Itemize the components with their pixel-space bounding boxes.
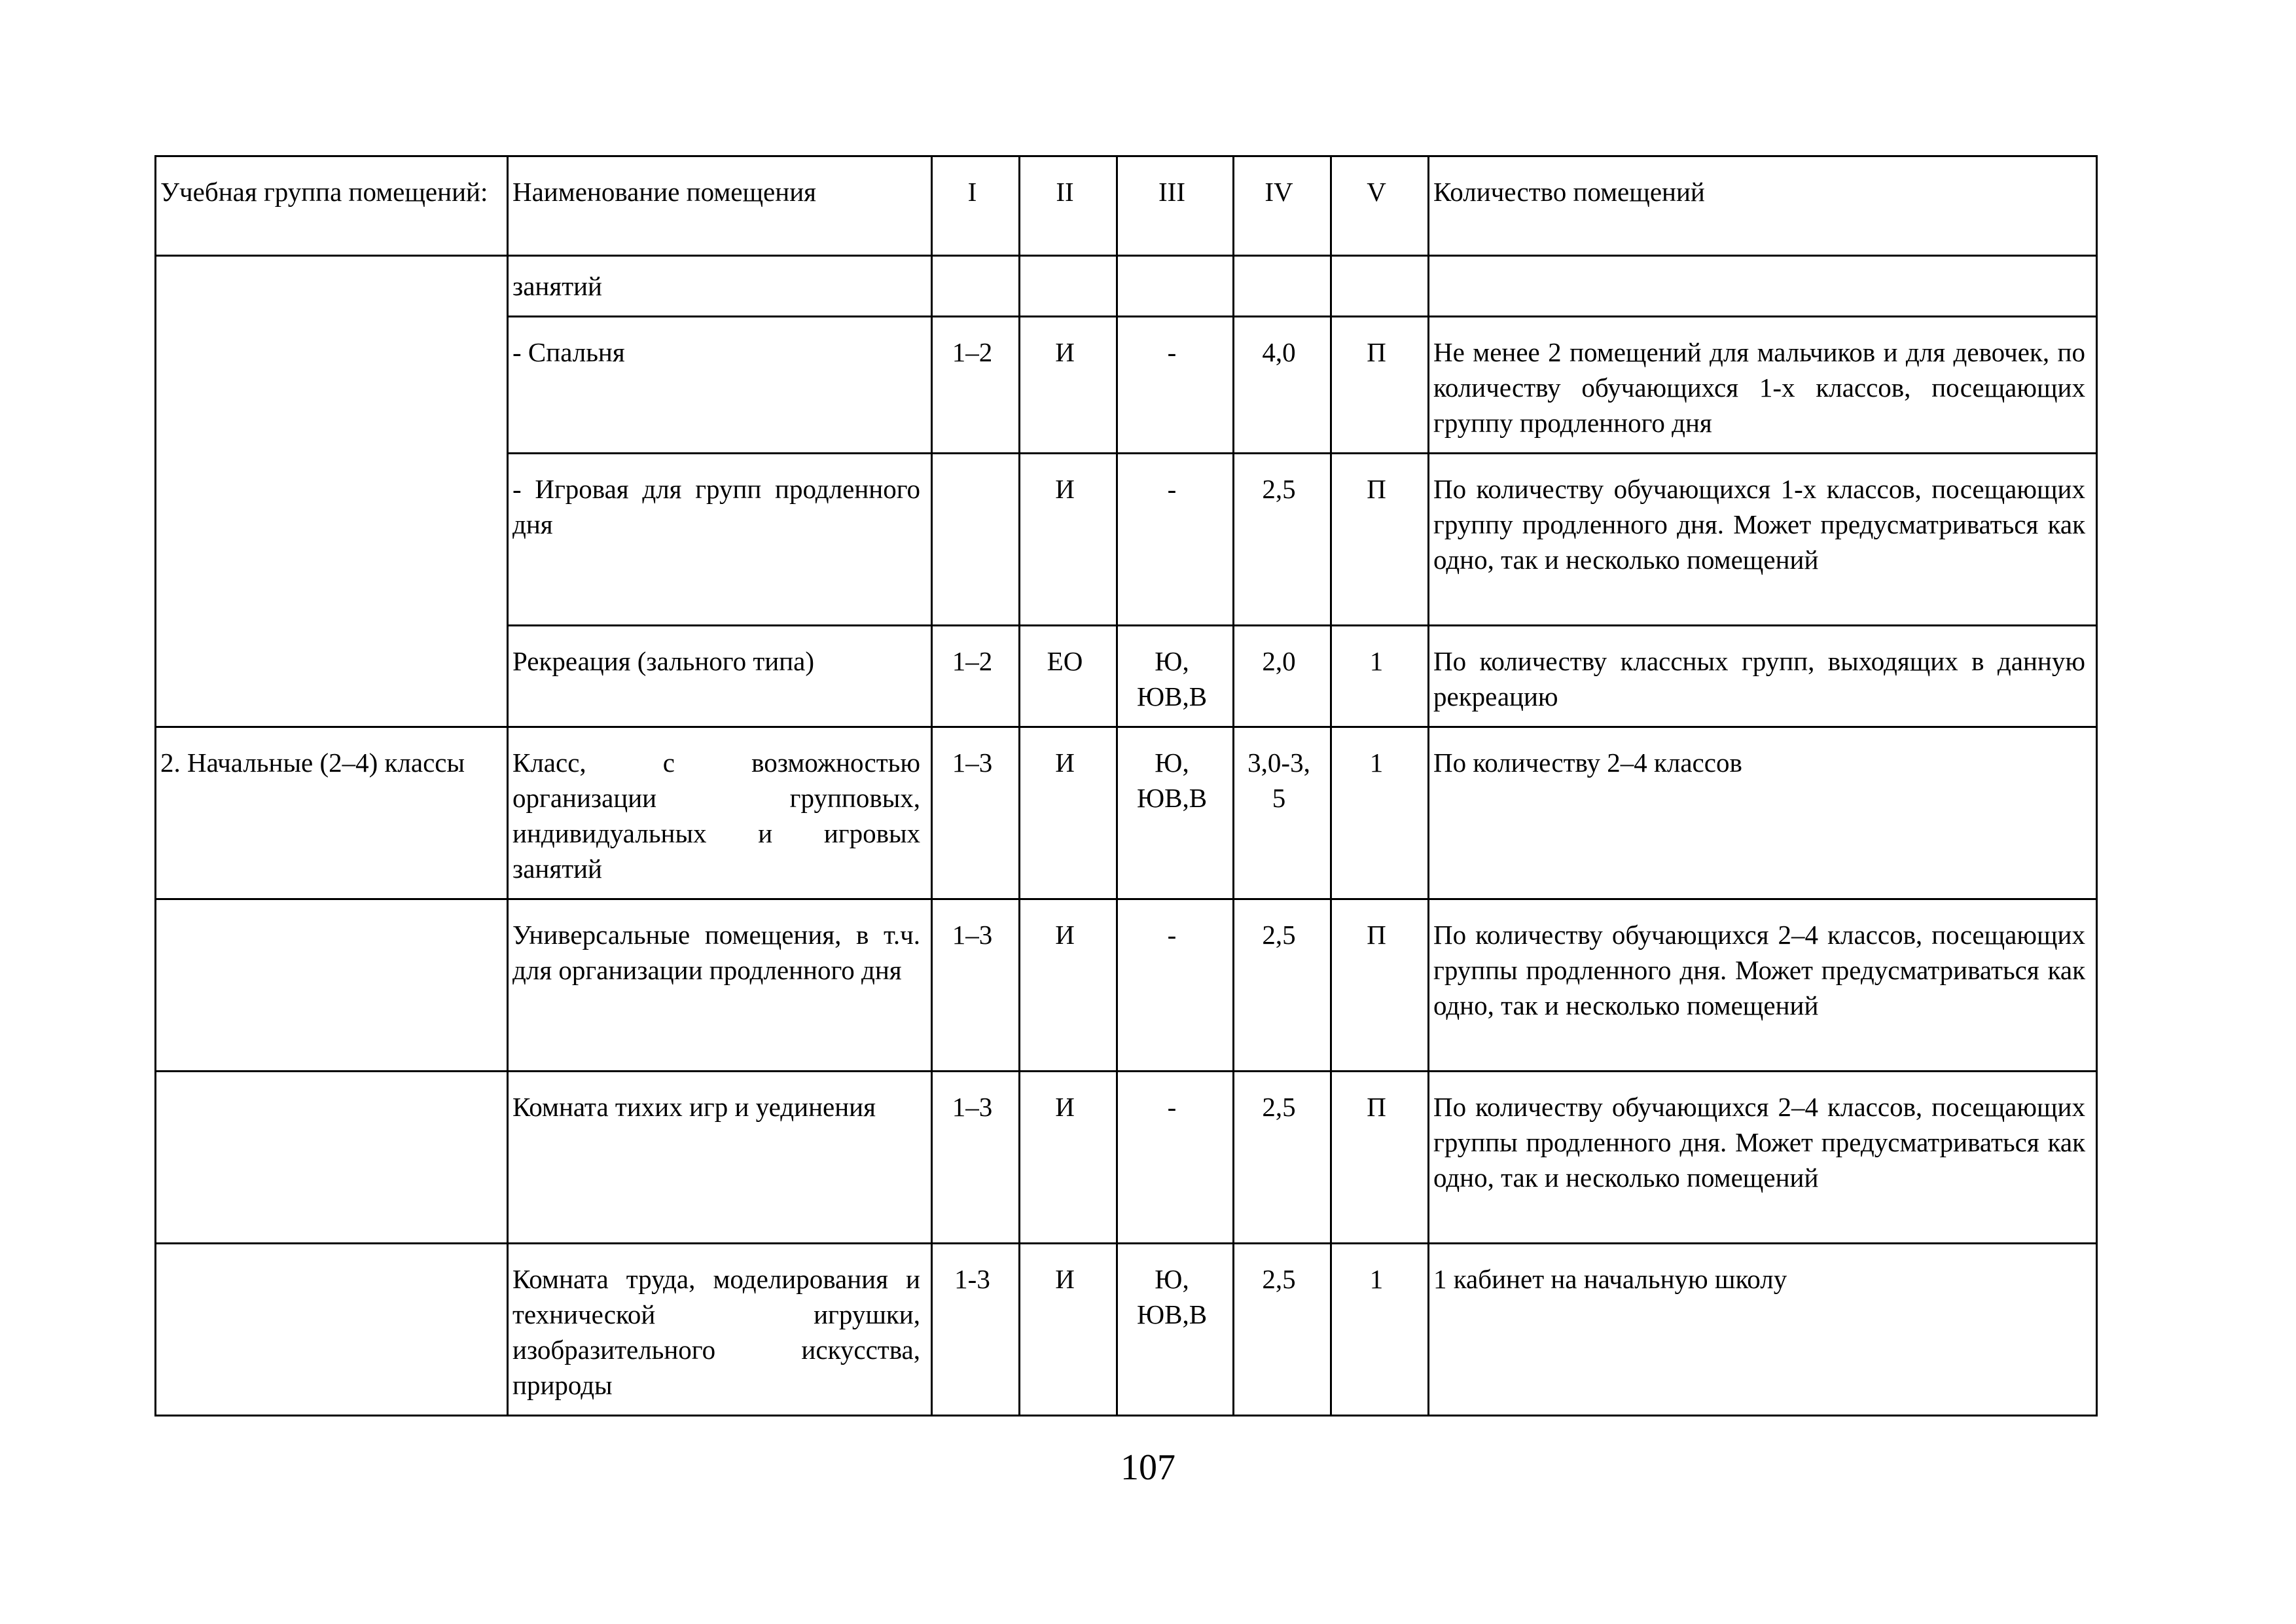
cell-col-2: И [1020, 1244, 1117, 1416]
cell-group [156, 899, 508, 1072]
cell-col-5: 1 [1331, 727, 1429, 899]
premises-table [154, 155, 2098, 1416]
cell-col-1: 1-3 [932, 1244, 1020, 1416]
header-col-4: IV [1234, 156, 1331, 256]
cell-count: Не менее 2 помещений для мальчиков и для девочек, по количеству обучающихся 1-х классов, посещающих группу продленного дня [1429, 317, 2097, 454]
cell-col-4 [1234, 256, 1331, 317]
cell-col-2: И [1020, 727, 1117, 899]
cell-col-2: И [1020, 454, 1117, 626]
cell-name: Универсальные помещения, в т.ч. для организации продленного дня [508, 899, 932, 1072]
cell-col-1 [932, 454, 1020, 626]
cell-col-3: Ю, ЮВ,В [1117, 626, 1234, 727]
cell-col-4: 2,5 [1234, 899, 1331, 1072]
table-row [156, 1244, 2097, 1416]
cell-col-4: 2,5 [1234, 1244, 1331, 1416]
header-count: Количество помещений [1429, 156, 2097, 256]
table-row [156, 1072, 2097, 1244]
cell-col-4: 2,0 [1234, 626, 1331, 727]
cell-col-2: И [1020, 899, 1117, 1072]
cell-col-3: Ю, ЮВ,В [1117, 1244, 1234, 1416]
header-col-5: V [1331, 156, 1429, 256]
header-group: Учебная группа помещений: [156, 156, 508, 256]
cell-col-1 [932, 256, 1020, 317]
cell-group: 2. Начальные (2–4) классы [156, 727, 508, 899]
header-name: Наименование помещения [508, 156, 932, 256]
cell-col-1: 1–3 [932, 899, 1020, 1072]
cell-col-4: 4,0 [1234, 317, 1331, 454]
cell-count: По количеству обучающихся 1-х классов, посещающих группу продленного дня. Может предусматриваться как одно, так и несколько помещений [1429, 454, 2097, 626]
cell-col-2: И [1020, 1072, 1117, 1244]
cell-col-5 [1331, 256, 1429, 317]
cell-count [1429, 256, 2097, 317]
cell-col-3: Ю, ЮВ,В [1117, 727, 1234, 899]
cell-col-1: 1–3 [932, 727, 1020, 899]
cell-col-1: 1–2 [932, 317, 1020, 454]
cell-col-3: - [1117, 317, 1234, 454]
cell-col-5: П [1331, 317, 1429, 454]
cell-count: По количеству обучающихся 2–4 классов, посещающих группы продленного дня. Может предусматриваться как одно, так и несколько помещений [1429, 899, 2097, 1072]
cell-name: занятий [508, 256, 932, 317]
header-col-3: III [1117, 156, 1234, 256]
cell-col-5: П [1331, 1072, 1429, 1244]
cell-col-2: ЕО [1020, 626, 1117, 727]
header-col-2: II [1020, 156, 1117, 256]
cell-name: Класс, с возможностью организации групповых, индивидуальных и игровых занятий [508, 727, 932, 899]
cell-col-1: 1–3 [932, 1072, 1020, 1244]
cell-col-2: И [1020, 317, 1117, 454]
table-row [156, 899, 2097, 1072]
header-col-1: I [932, 156, 1020, 256]
cell-col-5: П [1331, 454, 1429, 626]
cell-col-3: - [1117, 1072, 1234, 1244]
cell-name: Комната тихих игр и уединения [508, 1072, 932, 1244]
cell-name: Комната труда, моделирования и технической игрушки, изобразительного искусства, природы [508, 1244, 932, 1416]
cell-name: Рекреация (зального типа) [508, 626, 932, 727]
cell-col-1: 1–2 [932, 626, 1020, 727]
table-row [156, 256, 2097, 317]
cell-col-4: 3,0-3, 5 [1234, 727, 1331, 899]
cell-col-5: 1 [1331, 626, 1429, 727]
cell-col-4: 2,5 [1234, 454, 1331, 626]
cell-group [156, 1244, 508, 1416]
cell-col-3: - [1117, 454, 1234, 626]
cell-col-3 [1117, 256, 1234, 317]
cell-col-4: 2,5 [1234, 1072, 1331, 1244]
table-header-row [156, 156, 2097, 256]
cell-col-3: - [1117, 899, 1234, 1072]
cell-col-5: П [1331, 899, 1429, 1072]
cell-name: - Игровая для групп продленного дня [508, 454, 932, 626]
cell-col-5: 1 [1331, 1244, 1429, 1416]
cell-count: 1 кабинет на начальную школу [1429, 1244, 2097, 1416]
cell-count: По количеству 2–4 классов [1429, 727, 2097, 899]
page-number: 107 [1121, 1447, 1175, 1488]
cell-name: - Спальня [508, 317, 932, 454]
cell-group [156, 256, 508, 727]
table-row [156, 727, 2097, 899]
cell-group [156, 1072, 508, 1244]
cell-count: По количеству классных групп, выходящих в данную рекреацию [1429, 626, 2097, 727]
cell-count: По количеству обучающихся 2–4 классов, посещающих группы продленного дня. Может предусматриваться как одно, так и несколько помещений [1429, 1072, 2097, 1244]
cell-col-2 [1020, 256, 1117, 317]
